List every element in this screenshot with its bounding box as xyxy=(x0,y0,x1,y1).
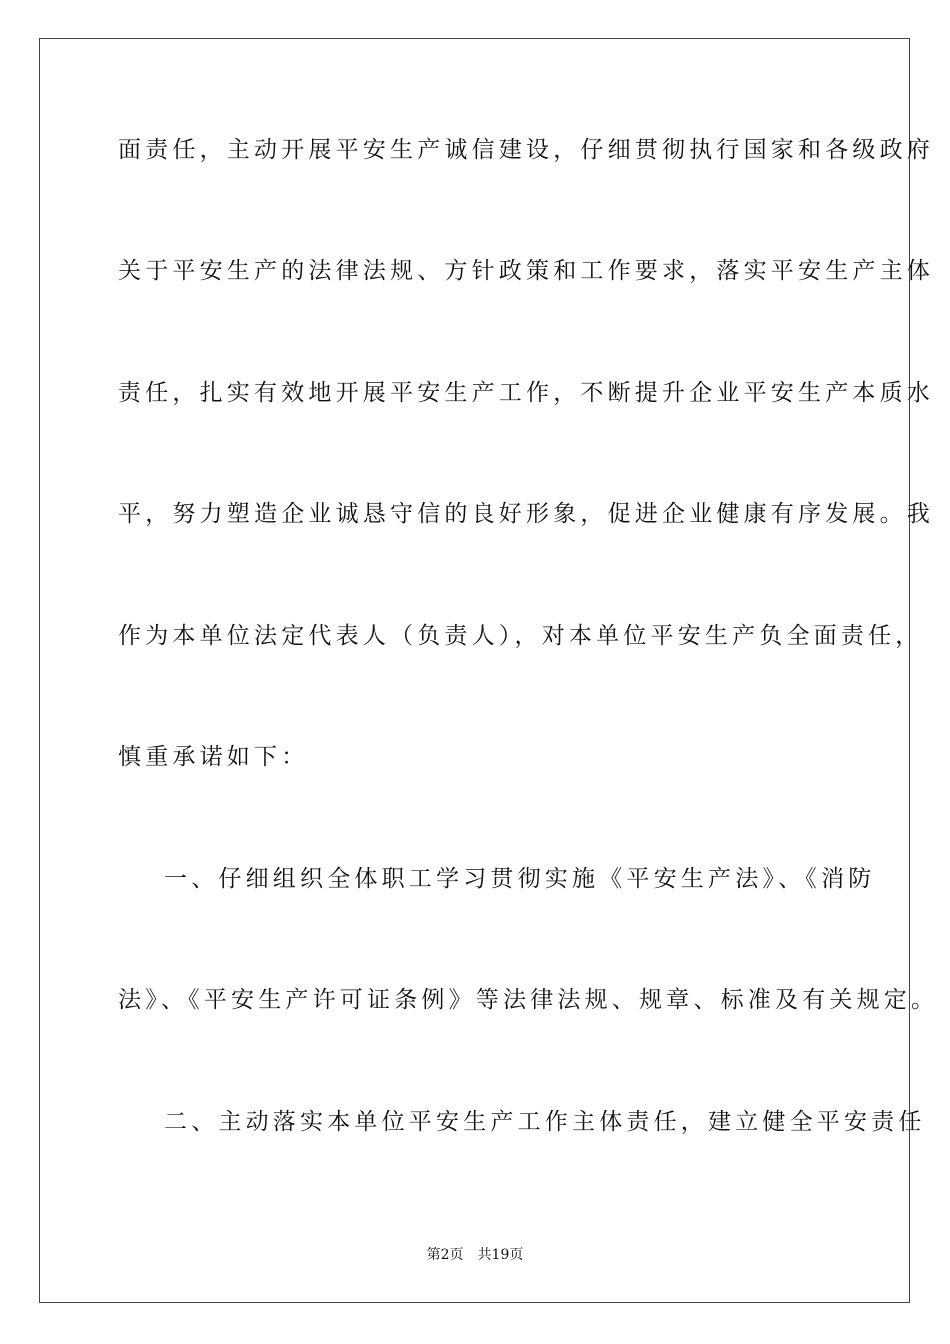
paragraph-start-line: 二、主动落实本单位平安生产工作主体责任，建立健全平安责任 xyxy=(164,1109,926,1135)
text-line: 平，努力塑造企业诚恳守信的良好形象，促进企业健康有序发展。我 xyxy=(118,501,934,527)
text-line: 作为本单位法定代表人（负责人），对本单位平安生产负全面责任， xyxy=(118,623,923,649)
text-line: 面责任，主动开展平安生产诚信建设，仔细贯彻执行国家和各级政府 xyxy=(118,137,934,163)
text-line: 责任，扎实有效地开展平安生产工作，不断提升企业平安生产本质水 xyxy=(118,380,934,406)
text-line: 慎重承诺如下： xyxy=(118,744,309,770)
text-line: 法》、《平安生产许可证条例》等法律法规、规章、标准及有关规定。 xyxy=(118,987,939,1013)
page-number-footer: 第2页 共19页 xyxy=(426,1247,524,1263)
text-line: 关于平安生产的法律法规、方针政策和工作要求，落实平安生产主体 xyxy=(118,258,934,284)
paragraph-start-line: 一、仔细组织全体职工学习贯彻实施《平安生产法》、《消防 xyxy=(164,866,876,892)
